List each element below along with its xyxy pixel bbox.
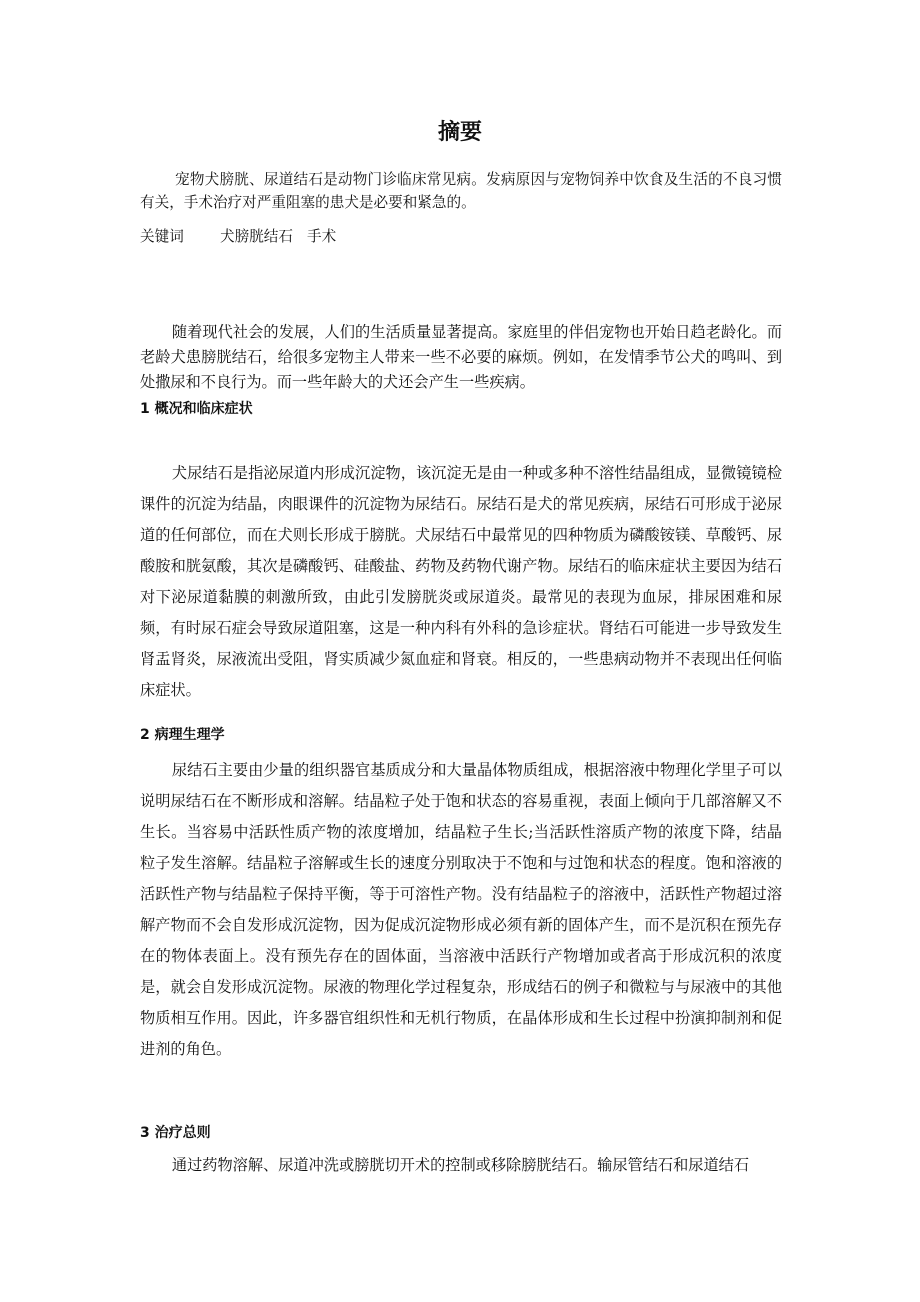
- keyword-item: 手术: [306, 228, 337, 245]
- keyword-item: 犬膀胱结石: [220, 228, 293, 245]
- abstract-title: 摘要: [437, 120, 482, 145]
- section-paragraph: 尿结石主要由少量的组织器官基质成分和大量晶体物质组成，根据溶液中物理化学里子可以说明尿结石在不断形成和溶解。结晶粒子处于饱和状态的容易重视，表面上倾向于几部溶解又不生长。当容易中活跃性质产物的浓度增加，结晶粒子生长;当活跃性溶质产物的浓度下降，结晶粒子发生溶解。结晶粒子溶解或生长的速度分别取决于不饱和与过饱和状态的程度。饱和溶液的活跃性产物与结晶粒子保持平衡，等于可溶性产物。没有结晶粒子的溶液中，活跃性产物超过溶解产物而不会自发形成沉淀物，因为促成沉淀物形成必须有新的固体产生，而不是沉积在预先存在的物体表面上。没有预先存在的固体面，当溶液中活跃行产物增加或者高于形成沉积的浓度是，就会自发形成沉淀物。尿液的物理化学过程复杂，形成结石的例子和微粒与与尿液中的其他物质相互作用。因此，许多器官组织性和无机行物质，在晶体形成和生长过程中扮演抑制剂和促进剂的角色。: [140, 761, 782, 1058]
- keywords-line: [140, 226, 350, 248]
- keywords-label: 关键词: [140, 228, 184, 245]
- section-heading: 3 治疗总则: [140, 1125, 211, 1141]
- intro-paragraph: 随着现代社会的发展，人们的生活质量显著提高。家庭里的伴侣宠物也开始日趋老龄化。而老龄犬患膀胱结石，给很多宠物主人带来一些不必要的麻烦。例如，在发情季节公犬的鸣叫、到处撒尿和不良行为。而一些年龄大的犬还会产生一些疾病。: [140, 323, 782, 391]
- section-heading: 1 概况和临床症状: [140, 401, 253, 417]
- section-paragraph: 犬尿结石是指泌尿道内形成沉淀物，该沉淀无是由一种或多种不溶性结晶组成，显微镜镜检课件的沉淀为结晶，肉眼课件的沉淀物为尿结石。尿结石是犬的常见疾病，尿结石可形成于泌尿道的任何部位，而在犬则长形成于膀胱。犬尿结石中最常见的四种物质为磷酸铵镁、草酸钙、尿酸胺和胱氨酸，其次是磷酸钙、硅酸盐、药物及药物代谢产物。尿结石的临床症状主要因为结石对下泌尿道黏膜的刺激所致，由此引发膀胱炎或尿道炎。最常见的表现为血尿，排尿困难和尿频，有时尿石症会导致尿道阻塞，这是一种内科有外科的急诊症状。肾结石可能进一步导致发生肾盂肾炎，尿液流出受阻，肾实质减少氮血症和肾衰。相反的，一些患病动物并不表现出任何临床症状。: [140, 464, 782, 699]
- section-paragraph: 通过药物溶解、尿道冲洗或膀胱切开术的控制或移除膀胱结石。输尿管结石和尿道结石: [171, 1156, 750, 1174]
- section-heading: 2 病理生理学: [140, 727, 225, 743]
- abstract-text: 宠物犬膀胱、尿道结石是动物门诊临床常见病。发病原因与宠物饲养中饮食及生活的不良习惯有关，手术治疗对严重阻塞的患犬是必要和紧急的。: [140, 171, 782, 211]
